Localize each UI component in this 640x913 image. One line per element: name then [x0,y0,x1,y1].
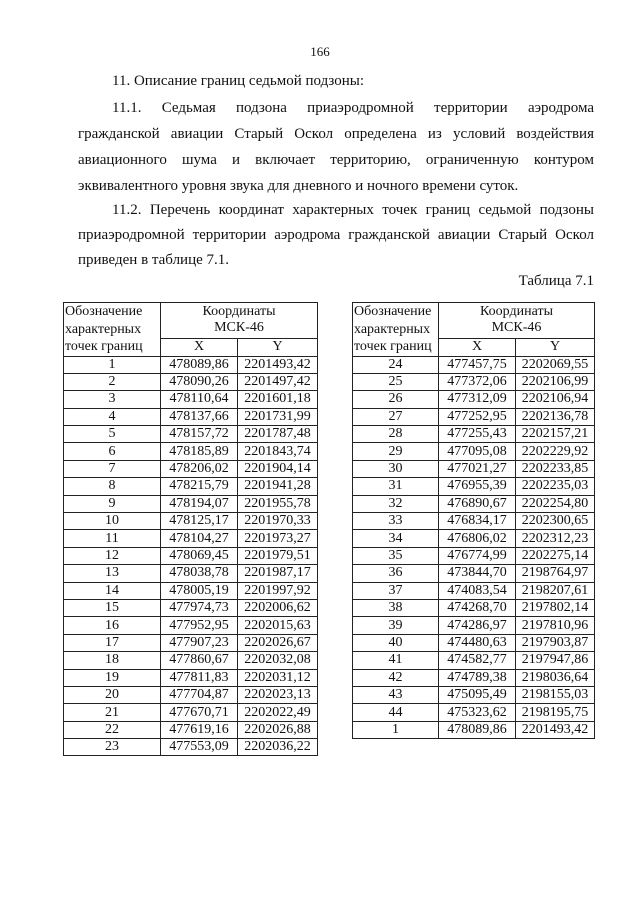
point-number: 9 [64,495,161,512]
y-coordinate: 2201955,78 [238,495,318,512]
point-number: 34 [353,530,439,547]
point-number: 25 [353,373,439,390]
point-number: 38 [353,599,439,616]
table-row [353,460,595,477]
x-coordinate: 476774,99 [439,547,516,564]
y-coordinate: 2201731,99 [238,408,318,425]
y-coordinate: 2201970,33 [238,513,318,530]
y-coordinate: 2202036,22 [238,739,318,756]
x-coordinate: 477372,06 [439,373,516,390]
y-coordinate: 2202026,88 [238,721,318,738]
coords-header [161,303,318,339]
point-number: 24 [353,356,439,373]
x-coordinate: 475323,62 [439,704,516,721]
y-coordinate: 2202229,92 [516,443,595,460]
x-coordinate: 478090,26 [161,373,238,390]
x-coordinate: 478137,66 [161,408,238,425]
x-coordinate: 477974,73 [161,599,238,616]
header-line: точек границ [65,339,143,354]
point-number: 5 [64,426,161,443]
y-coordinate: 2201987,17 [238,565,318,582]
table-row [64,634,318,651]
point-number: 14 [64,582,161,599]
header-line: Обозначение [354,304,432,319]
x-coordinate: 477553,09 [161,739,238,756]
x-coordinate: 478089,86 [439,721,516,738]
point-number: 21 [64,704,161,721]
table-row [353,617,595,634]
x-coordinate: 478069,45 [161,547,238,564]
point-number: 6 [64,443,161,460]
y-coordinate: 2201493,42 [238,356,318,373]
y-coordinate: 2202136,78 [516,408,595,425]
x-coordinate: 473844,70 [439,565,516,582]
x-coordinate: 478089,86 [161,356,238,373]
x-coordinate: 476890,67 [439,495,516,512]
point-number: 40 [353,634,439,651]
table-row [353,704,595,721]
table-row [353,582,595,599]
y-coordinate: 2201979,51 [238,547,318,564]
point-number: 22 [64,721,161,738]
x-coordinate: 478185,89 [161,443,238,460]
y-coordinate: 2202015,63 [238,617,318,634]
table-row [353,530,595,547]
table-row [64,408,318,425]
table-row [353,634,595,651]
x-coordinate: 477095,08 [439,443,516,460]
table-row [353,669,595,686]
coordinates-table-right [352,302,595,739]
table-row [353,721,595,738]
paragraph-11-1: 11.1. Седьмая подзона приаэродромной территории аэродрома гражданской авиации Старый Оскол определена из условий воздействия авиационного шума и включает территорию, ограниченную контуром эквивалентного уровня звука для дневного и ночного времени суток. [78,100,594,194]
point-number: 3 [64,391,161,408]
x-coordinate: 474789,38 [439,669,516,686]
point-number: 27 [353,408,439,425]
y-coordinate: 2202275,14 [516,547,595,564]
table-row [64,513,318,530]
y-coordinate: 2197802,14 [516,599,595,616]
y-coordinate: 2202254,80 [516,495,595,512]
y-coordinate: 2202235,03 [516,478,595,495]
point-header [64,303,161,357]
table-row [64,460,318,477]
y-coordinate: 2201601,18 [238,391,318,408]
point-number: 31 [353,478,439,495]
x-coordinate: 478194,07 [161,495,238,512]
table-row [353,426,595,443]
x-header: X [161,338,238,356]
point-number: 15 [64,599,161,616]
x-coordinate: 478125,17 [161,513,238,530]
point-number: 18 [64,652,161,669]
header-line: МСК-46 [214,320,264,336]
y-coordinate: 2201493,42 [516,721,595,738]
x-coordinate: 478206,02 [161,460,238,477]
point-number: 10 [64,513,161,530]
y-coordinate: 2198155,03 [516,686,595,703]
table-row [353,391,595,408]
point-number: 1 [353,721,439,738]
y-coordinate: 2202022,49 [238,704,318,721]
header-line: Обозначение [65,304,143,319]
table-row [64,426,318,443]
table-row [353,478,595,495]
point-number: 7 [64,460,161,477]
point-number: 20 [64,686,161,703]
x-coordinate: 475095,49 [439,686,516,703]
y-coordinate: 2202300,65 [516,513,595,530]
point-number: 17 [64,634,161,651]
point-number: 1 [64,356,161,373]
table-row [64,582,318,599]
table-row [64,495,318,512]
table-row [64,739,318,756]
point-number: 12 [64,547,161,564]
table-row [353,686,595,703]
table-row [353,565,595,582]
table-row [64,686,318,703]
y-coordinate: 2197903,87 [516,634,595,651]
header-line: характерных [354,321,431,337]
table-row [64,704,318,721]
header-line: Координаты [202,304,276,320]
point-number: 23 [64,739,161,756]
table-row [353,652,595,669]
y-coordinate: 2202032,08 [238,652,318,669]
point-header [353,303,439,357]
x-coordinate: 477255,43 [439,426,516,443]
x-coordinate: 474083,54 [439,582,516,599]
y-coordinate: 2201941,28 [238,478,318,495]
x-coordinate: 478215,79 [161,478,238,495]
x-coordinate: 477704,87 [161,686,238,703]
coordinates-table-left [63,302,318,756]
y-coordinate: 2201973,27 [238,530,318,547]
y-coordinate: 2202157,21 [516,426,595,443]
point-number: 26 [353,391,439,408]
header-line: точек границ [354,339,432,354]
point-number: 19 [64,669,161,686]
y-coordinate: 2201787,48 [238,426,318,443]
y-coordinate: 2198195,75 [516,704,595,721]
point-number: 4 [64,408,161,425]
table-row [64,356,318,373]
y-header: Y [516,338,595,356]
table-row [64,565,318,582]
y-coordinate: 2202312,23 [516,530,595,547]
x-coordinate: 477811,83 [161,669,238,686]
point-number: 43 [353,686,439,703]
table-row [64,478,318,495]
table-row [353,547,595,564]
table-row [353,513,595,530]
y-coordinate: 2202106,94 [516,391,595,408]
table-row [64,547,318,564]
y-coordinate: 2198036,64 [516,669,595,686]
x-coordinate: 474582,77 [439,652,516,669]
x-coordinate: 477670,71 [161,704,238,721]
y-coordinate: 2201843,74 [238,443,318,460]
point-number: 2 [64,373,161,390]
x-coordinate: 476806,02 [439,530,516,547]
x-coordinate: 478005,19 [161,582,238,599]
x-coordinate: 474286,97 [439,617,516,634]
x-coordinate: 477907,23 [161,634,238,651]
point-number: 41 [353,652,439,669]
table-row [353,408,595,425]
x-coordinate: 478110,64 [161,391,238,408]
table-row [64,599,318,616]
x-coordinate: 477860,67 [161,652,238,669]
x-coordinate: 474268,70 [439,599,516,616]
table-row [64,721,318,738]
x-coordinate: 478157,72 [161,426,238,443]
x-coordinate: 476955,39 [439,478,516,495]
table-row [64,373,318,390]
point-number: 35 [353,547,439,564]
y-coordinate: 2202031,12 [238,669,318,686]
y-coordinate: 2202069,55 [516,356,595,373]
page-number: 166 [310,44,330,59]
y-coordinate: 2202006,62 [238,599,318,616]
x-coordinate: 477252,95 [439,408,516,425]
table-row [64,652,318,669]
point-number: 30 [353,460,439,477]
y-coordinate: 2202233,85 [516,460,595,477]
x-coordinate: 477312,09 [439,391,516,408]
table-row [353,356,595,373]
x-coordinate: 476834,17 [439,513,516,530]
point-number: 33 [353,513,439,530]
point-number: 39 [353,617,439,634]
point-number: 44 [353,704,439,721]
x-coordinate: 477021,27 [439,460,516,477]
table-row [353,495,595,512]
table-row [353,443,595,460]
table-row [64,669,318,686]
y-coordinate: 2197947,86 [516,652,595,669]
y-header: Y [238,338,318,356]
point-number: 37 [353,582,439,599]
coords-header [439,303,595,339]
paragraph-11-2: 11.2. Перечень координат характерных точек границ седьмой подзоны приаэродромной территории аэродрома гражданской авиации Старый Оскол приведен в таблице 7.1. [78,202,594,268]
y-coordinate: 2201497,42 [238,373,318,390]
point-number: 36 [353,565,439,582]
table-row [64,530,318,547]
table-row [353,373,595,390]
table-caption: Таблица 7.1 [518,273,594,289]
table-row [64,617,318,634]
y-coordinate: 2198764,97 [516,565,595,582]
y-coordinate: 2202026,67 [238,634,318,651]
x-coordinate: 477952,95 [161,617,238,634]
table-row [64,443,318,460]
header-line: характерных [65,321,142,337]
x-coordinate: 478104,27 [161,530,238,547]
point-number: 42 [353,669,439,686]
x-header: X [439,338,516,356]
point-number: 16 [64,617,161,634]
x-coordinate: 477457,75 [439,356,516,373]
point-number: 8 [64,478,161,495]
section-heading: 11. Описание границ седьмой подзоны: [112,73,364,89]
point-number: 13 [64,565,161,582]
point-number: 32 [353,495,439,512]
point-number: 29 [353,443,439,460]
y-coordinate: 2201997,92 [238,582,318,599]
table-row [353,599,595,616]
x-coordinate: 474480,63 [439,634,516,651]
y-coordinate: 2202106,99 [516,373,595,390]
point-number: 11 [64,530,161,547]
y-coordinate: 2201904,14 [238,460,318,477]
table-row [64,391,318,408]
x-coordinate: 477619,16 [161,721,238,738]
x-coordinate: 478038,78 [161,565,238,582]
header-line: МСК-46 [491,320,542,336]
y-coordinate: 2202023,13 [238,686,318,703]
y-coordinate: 2198207,61 [516,582,595,599]
y-coordinate: 2197810,96 [516,617,595,634]
header-line: Координаты [480,304,553,320]
point-number: 28 [353,426,439,443]
